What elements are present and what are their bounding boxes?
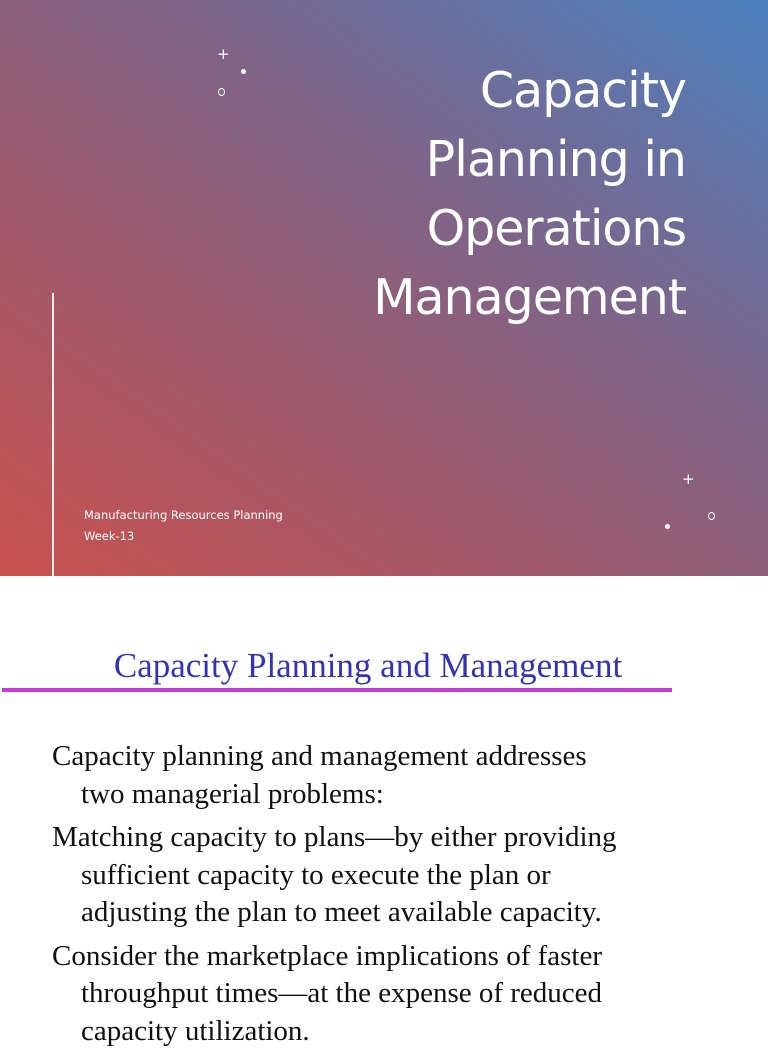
week-label: Week-13 [84,529,135,543]
bullet-line: Consider the marketplace implications of faster [52,939,603,972]
bullet-line: sufficient capacity to execute the plan or [81,858,551,891]
dot-decoration-icon [665,524,670,529]
bullet-item [52,738,752,813]
bullet-line: Capacity planning and management addresses [52,740,587,772]
bullet-line: two managerial problems: [81,777,384,810]
slide-title-line: Planning in [425,131,686,188]
slide-title-line: Operations [426,200,686,257]
slide-title-line: Management [373,269,686,326]
plus-decoration-icon: + [217,45,230,63]
bullet-list [52,738,752,1056]
bullet-item [52,938,752,1051]
slide-title-line: Capacity [479,62,686,119]
dot-decoration-icon [241,69,246,74]
bullet-line: Matching capacity to plans—by either providing [52,821,617,853]
content-slide [0,576,768,1047]
slide-title [266,56,686,332]
plus-decoration-icon: + [682,470,695,488]
slide-subtitle [84,505,283,547]
bullet-line: adjusting the plan to meet available capacity. [81,896,602,928]
content-slide-title: Capacity Planning and Management [113,646,623,685]
bullet-line: capacity utilization. [81,1014,310,1047]
title-underline-rule [2,688,672,692]
ring-decoration-icon [218,88,225,96]
bullet-item [52,819,752,932]
ring-decoration-icon [708,512,715,520]
bullet-line: throughput times—at the expense of reduced [81,977,603,1009]
course-name: Manufacturing Resources Planning [84,508,283,522]
vertical-accent-line [52,293,54,576]
